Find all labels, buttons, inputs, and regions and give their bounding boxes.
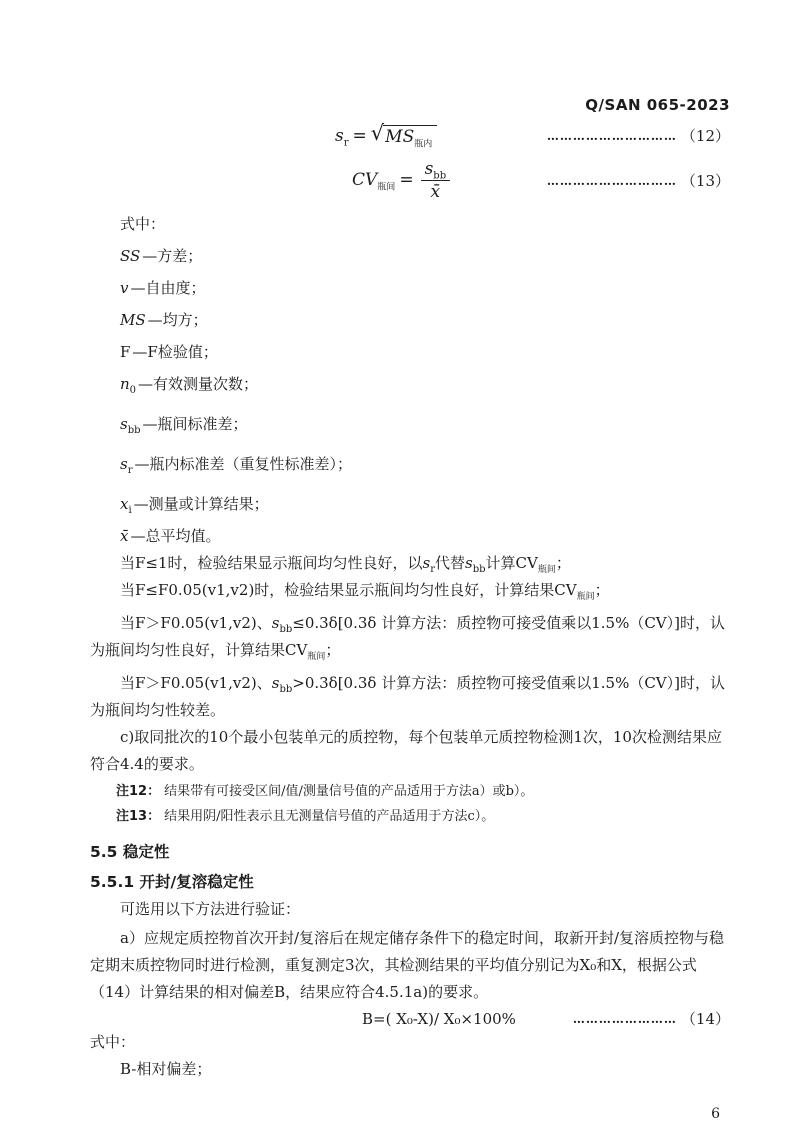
paragraph-method-a: a）应规定质控物首次开封/复溶后在规定储存条件下的稳定时间，取新开封/复溶质控物与稳定期末质控物同时进行检测，重复测定3次，其检测结果的平均值分别记为X₀和X，根据公式（14）计算结果的相对偏差B，结果应符合4.5.1a)的要求。 [90, 929, 725, 1001]
definition-desc: —瓶内标准差（重复性标准差）； [134, 455, 352, 473]
definition-item-xbar: x̄ —总平均值。 [120, 527, 221, 545]
formula-13 [352, 159, 453, 202]
formula-14: B=( X₀-X)/ X₀×100% [362, 1009, 516, 1028]
formula-14-leader-group [573, 1008, 730, 1029]
definition-desc: —总平均值。 [130, 527, 221, 545]
radicand: $MS_{瓶内}$ [383, 125, 437, 147]
formula-12-lhs-sub: r [343, 137, 349, 149]
note-13 [90, 805, 730, 828]
formula-13-lhs: CV [352, 170, 378, 190]
formula-12-number: （12） [680, 127, 730, 145]
formula-14-row [90, 1008, 730, 1029]
section-heading-5-5: 5.5 稳定性 [90, 843, 170, 861]
b-definition: B-相对偏差； [120, 1060, 212, 1078]
formula-12-row [90, 121, 730, 150]
definition-item-sr: $s_r$ —瓶内标准差（重复性标准差）； [120, 455, 352, 476]
definition-desc: —测量或计算结果； [133, 495, 269, 513]
page-number: 6 [711, 1106, 720, 1122]
stability-intro: 可选用以下方法进行验证： [120, 900, 301, 918]
dotted-leader: …………………… [572, 1011, 677, 1026]
note-12 [90, 780, 730, 803]
fraction-denominator: x̄ [430, 182, 441, 202]
equals-sign: = [352, 126, 367, 146]
note-12-text: 结果带有可接受区间/值/测量信号值的产品适用于方法a）或b）。 [164, 784, 534, 799]
dotted-leader: ………………………… [546, 173, 677, 188]
formula-13-lhs-sub: 瓶间 [377, 182, 396, 193]
formula-14-number: （14） [680, 1010, 730, 1028]
definition-item-v: v —自由度； [120, 279, 206, 297]
formula-13-number: （13） [680, 172, 730, 190]
formula-13-leader-group [547, 170, 730, 191]
definition-desc: —有效测量次数； [138, 375, 259, 393]
note-13-label: 注13： [116, 809, 161, 824]
definitions-intro: 式中： [120, 215, 166, 233]
note-13-text: 结果用阴/阳性表示且无测量信号值的产品适用于方法c）。 [164, 809, 495, 824]
definition-desc: —瓶间标准差； [142, 415, 248, 433]
definition-item-f: F —F检验值； [120, 343, 218, 361]
definition-item-xi: $x_i$ —测量或计算结果； [120, 495, 269, 516]
definition-desc: —方差； [142, 247, 203, 265]
definition-desc: —自由度； [130, 279, 206, 297]
equals-sign: = [399, 170, 414, 190]
shizhong-label: 式中： [90, 1033, 136, 1051]
formula-12-lhs: s [335, 126, 344, 146]
definition-item-sbb: $s_{bb}$ —瓶间标准差； [120, 415, 248, 436]
paragraph-f-gt-good: 当F＞F0.05(v1,v2)、$s_{bb}\le 0.3\delta[0.3\delta$ 计算方法：质控物可接受值乘以1.5%（CV）]时，认为瓶间均匀性良好，计算结果$CV_{瓶间}$； [90, 614, 725, 662]
fraction [421, 159, 451, 202]
definition-item-ss: SS —方差； [120, 247, 203, 265]
paragraph-f-gt-bad: 当F＞F0.05(v1,v2)、$s_{bb}>0.3\delta[0.3\delta$ 计算方法：质控物可接受值乘以1.5%（CV）]时，认为瓶间均匀性较差。 [90, 674, 725, 719]
definition-item-n0: $n_0$ —有效测量次数； [120, 375, 259, 396]
definition-item-ms: MS —均方； [120, 311, 208, 329]
definition-desc: —F检验值； [132, 343, 218, 361]
doc-number: Q/SAN 065-2023 [585, 96, 730, 114]
fraction-numerator: $s_{bb}$ [421, 159, 451, 181]
dotted-leader: ………………………… [546, 128, 677, 143]
formula-12 [335, 121, 437, 150]
definition-desc: —均方； [147, 311, 208, 329]
note-12-label: 注12： [116, 784, 161, 799]
section-heading-5-5-1: 5.5.1 开封/复溶稳定性 [90, 873, 254, 891]
formula-12-leader-group [547, 125, 730, 146]
paragraph-method-c: c)取同批次的10个最小包装单元的质控物，每个包装单元质控物检测1次，10次检测结果应符合4.4的要求。 [90, 728, 722, 773]
paragraph-f-le-1: 当F≤1时，检验结果显示瓶间均匀性良好，以$s_r$代替$s_{bb}$计算$CV_{瓶间}$； [120, 554, 571, 575]
radical-icon: √ [370, 121, 385, 145]
square-root [370, 121, 437, 150]
formula-13-row [90, 159, 730, 202]
paragraph-f-le-f005: 当F≤F0.05(v1,v2)时，检验结果显示瓶间均匀性良好，计算结果$CV_{瓶间}$； [120, 581, 610, 602]
